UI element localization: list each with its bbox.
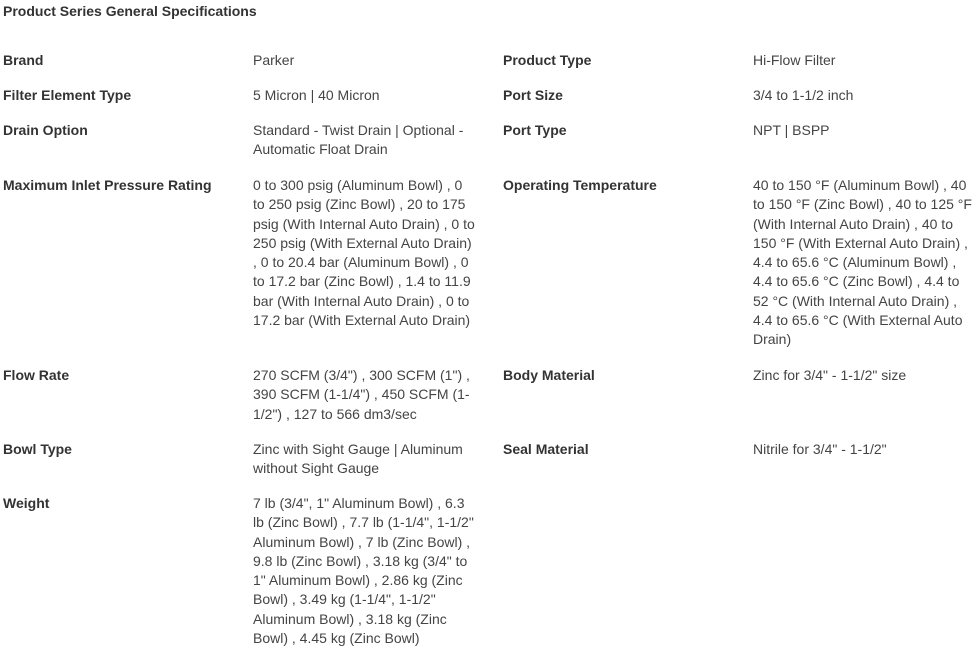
seal-material-value: Nitrile for 3/4" - 1-1/2": [753, 441, 887, 457]
weight-value: 7 lb (3/4", 1" Aluminum Bowl) , 6.3 lb (Zinc Bowl) , 7.7 lb (1-1/4", 1-1/2" Aluminum Bowl) , 7 lb (Zinc Bowl) , 9.8 lb (Zinc Bowl) , 3.18 kg (3/4" to 1" Aluminum Bowl) , 2.86 kg (Zinc Bowl) , 3.49 kg (1-1/4", 1-1/2" Aluminum Bowl) , 3.18 kg (Zinc Bowl) , 4.45 kg (Zinc Bowl): [253, 495, 474, 647]
bowl-type-value: Zinc with Sight Gauge | Aluminum without Sight Gauge: [253, 441, 463, 477]
body-material-value: Zinc for 3/4" - 1-1/2" size: [753, 367, 907, 383]
filter-element-type-value: 5 Micron | 40 Micron: [253, 87, 380, 103]
body-material-label: Body Material: [503, 367, 595, 383]
port-size-label: Port Size: [503, 87, 563, 103]
max-inlet-pressure-value: 0 to 300 psig (Aluminum Bowl) , 0 to 250 psig (Zinc Bowl) , 20 to 175 psig (With Internal Auto Drain) , 0 to 250 psig (With External Auto Drain) , 0 to 20.4 bar (Aluminum Bowl) , 0 to 17.2 bar (Zinc Bowl) , 1.4 to 11.9 bar (With Internal Auto Drain) , 0 to 17.2 bar (With External Auto Drain): [253, 177, 475, 329]
port-size-value: 3/4 to 1-1/2 inch: [753, 87, 854, 103]
port-type-label: Port Type: [503, 122, 567, 138]
drain-option-value: Standard - Twist Drain | Optional - Automatic Float Drain: [253, 122, 464, 158]
port-type-value: NPT | BSPP: [753, 122, 830, 138]
brand-label: Brand: [3, 52, 44, 68]
filter-element-type-label: Filter Element Type: [3, 87, 132, 103]
operating-temperature-label: Operating Temperature: [503, 177, 657, 193]
operating-temperature-value: 40 to 150 °F (Aluminum Bowl) , 40 to 150 °F (Zinc Bowl) , 40 to 125 °F (With Internal Auto Drain) , 40 to 150 °F (With External Auto Drain) , 4.4 to 65.6 °C (Aluminum Bowl) , 4.4 to 65.6 °C (Zinc Bowl) , 4.4 to 52 °C (With Internal Auto Drain) , 4.4 to 65.6 °C (With External Auto Drain): [753, 177, 972, 348]
seal-material-label: Seal Material: [503, 441, 589, 457]
product-type-label: Product Type: [503, 52, 592, 68]
section-title: Product Series General Specifications: [3, 3, 257, 19]
drain-option-label: Drain Option: [3, 122, 88, 138]
product-type-value: Hi-Flow Filter: [753, 52, 836, 68]
brand-value: Parker: [253, 52, 295, 68]
flow-rate-label: Flow Rate: [3, 367, 70, 383]
bowl-type-label: Bowl Type: [3, 441, 72, 457]
weight-label: Weight: [3, 495, 50, 511]
max-inlet-pressure-label: Maximum Inlet Pressure Rating: [3, 177, 212, 193]
flow-rate-value: 270 SCFM (3/4") , 300 SCFM (1") , 390 SCFM (1-1/4") , 450 SCFM (1-1/2") , 127 to 566 dm3/sec: [253, 367, 470, 422]
